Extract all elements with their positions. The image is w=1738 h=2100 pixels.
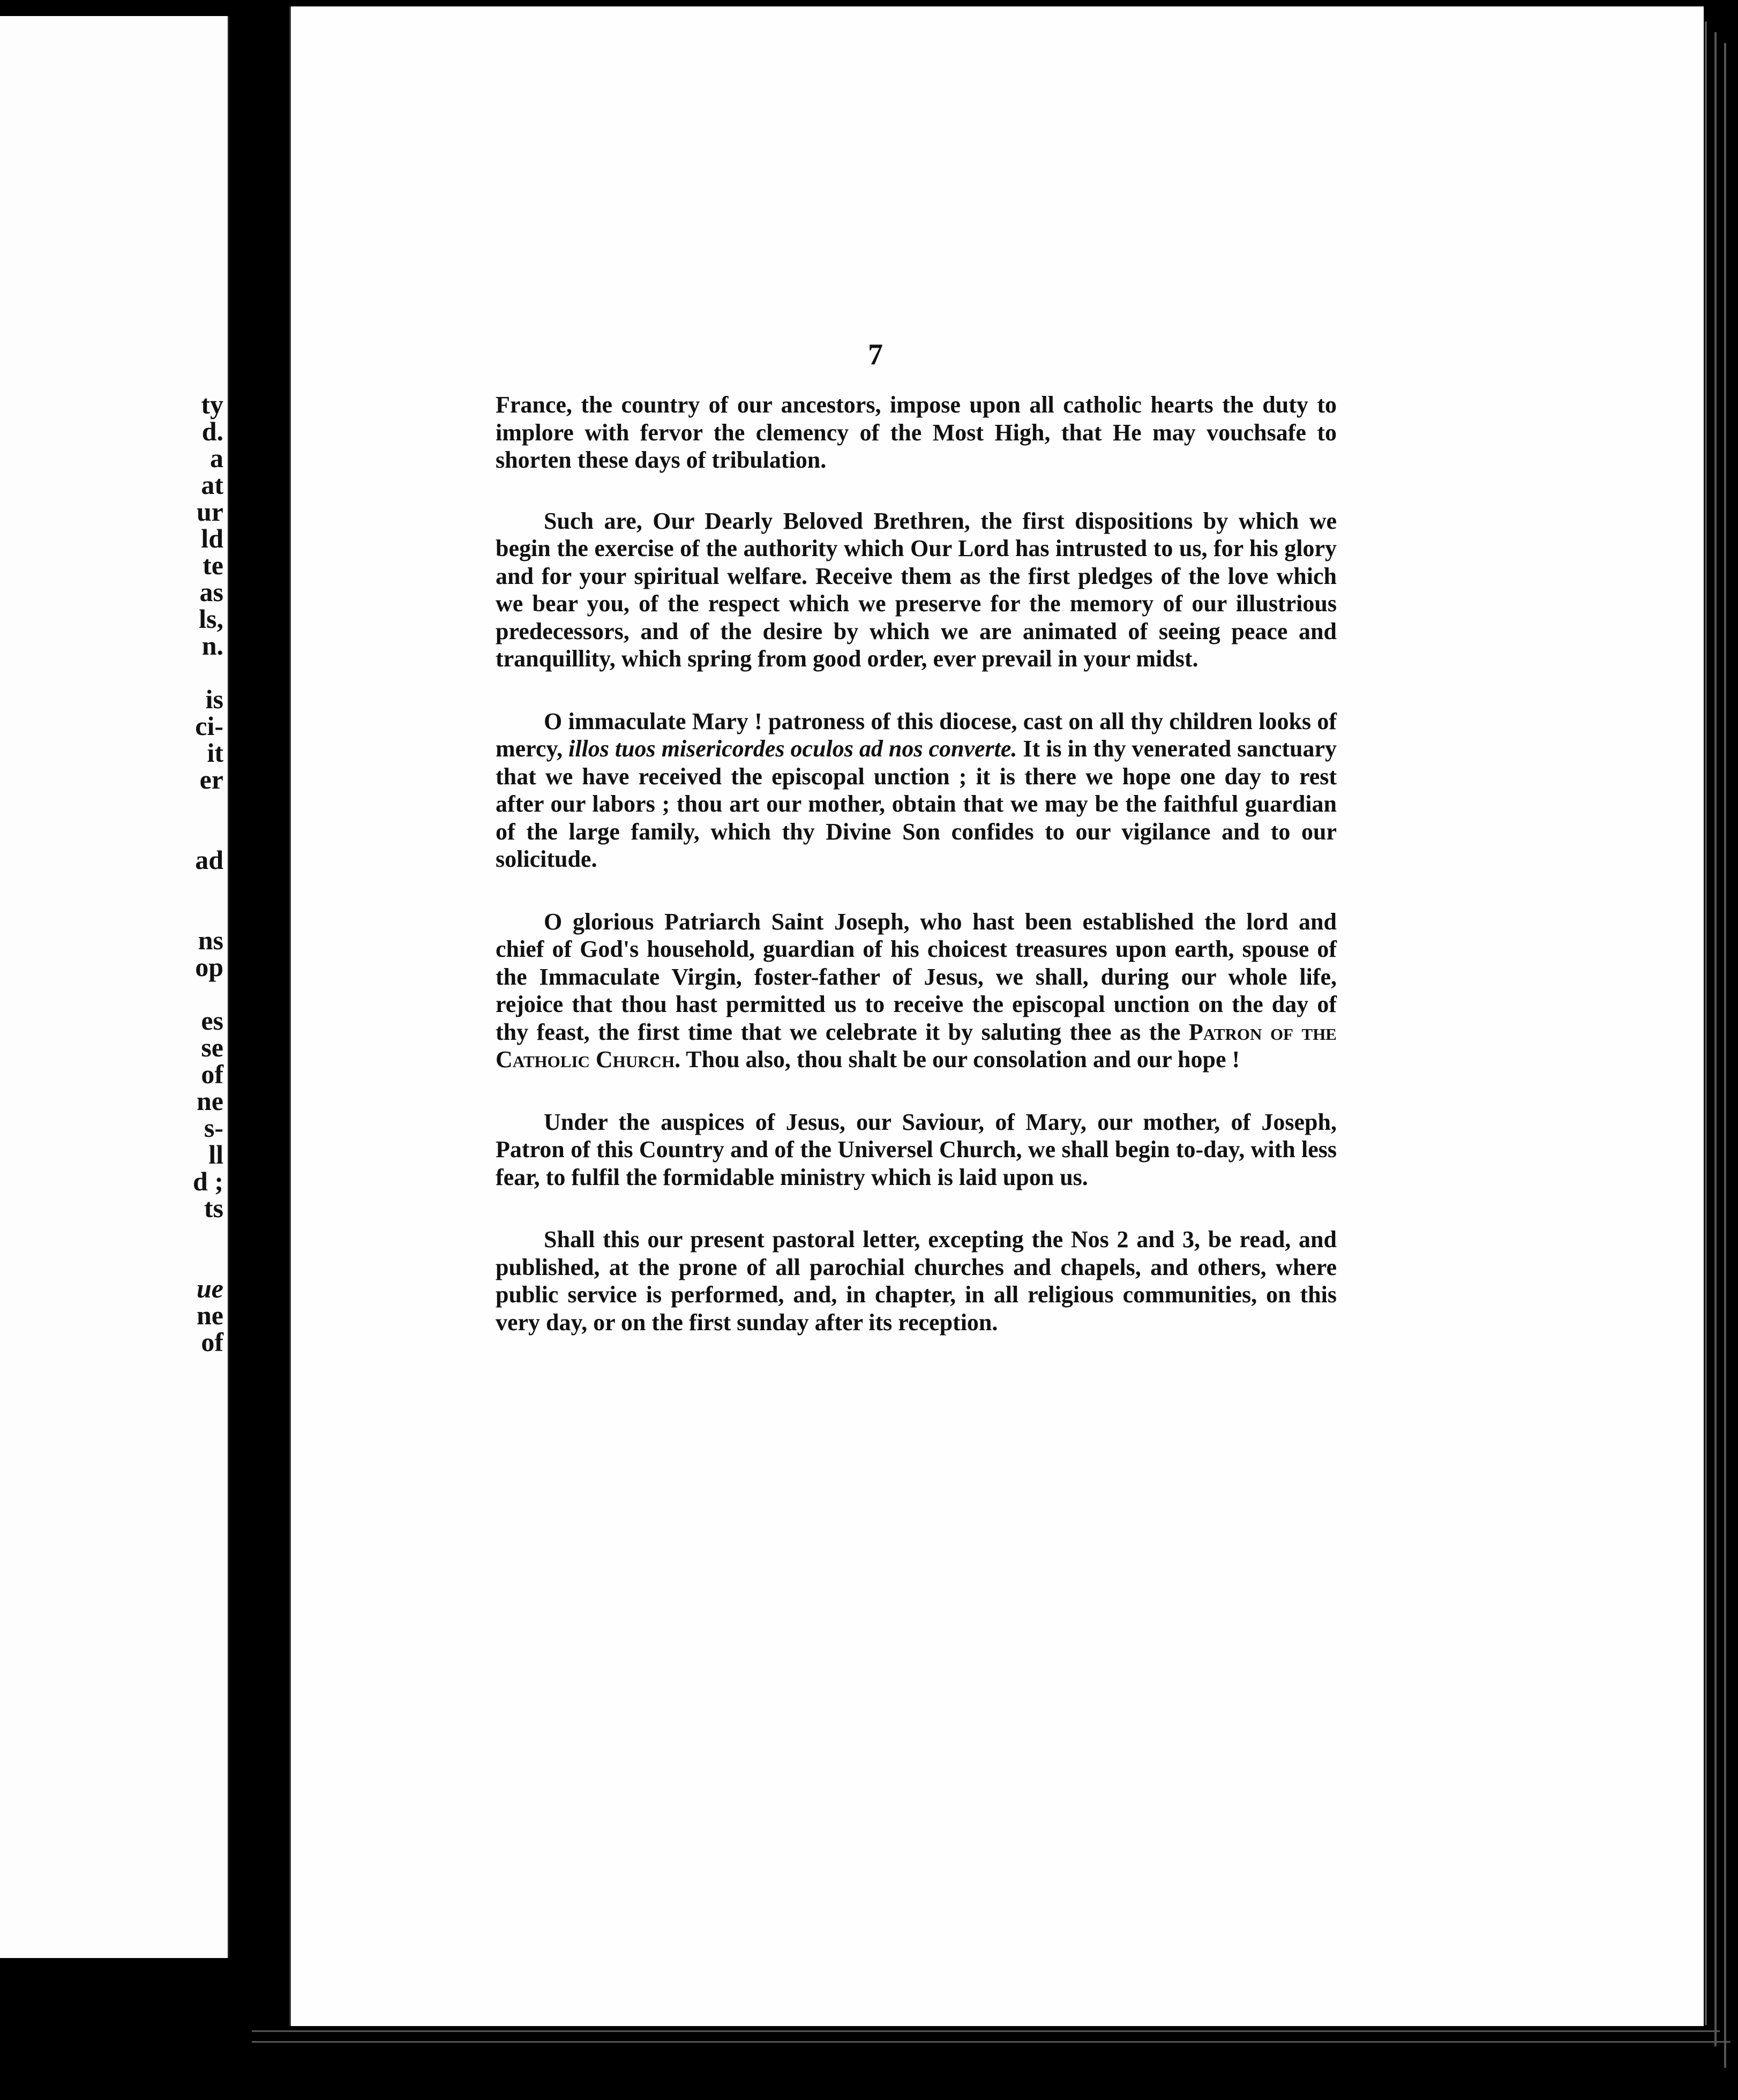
left-page (0, 16, 229, 1958)
left-fragment: ty (201, 389, 223, 419)
paragraph-continuation: France, the country of our ancestors, impose upon all catholic hearts the duty to implore with fervor the clemency of the Most High, that He may vouchsafe to shorten these days of tribulation. (496, 392, 1337, 473)
page-stack-edge (1724, 43, 1726, 2068)
left-fragment: ci- (195, 711, 223, 741)
left-fragment: a (210, 443, 223, 473)
left-fragment: es (201, 1006, 223, 1036)
latin-phrase: illos tuos misericordes oculos ad nos converte. (568, 736, 1017, 762)
left-fragment: d. (201, 416, 223, 446)
paragraph-text: . Thou also, thou shalt be our consolation and our hope ! (675, 1046, 1240, 1072)
small-caps-title: Patron of the Catholic Church (496, 1018, 1337, 1072)
left-fragment: se (201, 1032, 223, 1062)
paragraph-auspices: Under the auspices of Jesus, our Saviour, of Mary, our mother, of Joseph, Patron of this Country and of the Universel Church, we shall begin to-day, with less fear, to fulfil the formidable ministry which is laid upon us. (496, 1108, 1337, 1190)
left-fragment: ur (197, 497, 223, 527)
left-fragment: of (201, 1059, 223, 1089)
left-fragment: ld (201, 523, 223, 553)
page-bottom-edge (252, 2030, 1720, 2032)
left-fragment: is (205, 684, 223, 714)
left-fragment: d ; (193, 1166, 223, 1196)
paragraph-text: O immaculate Mary ! patroness of this diocese, cast on all thy children looks of mercy, (496, 708, 1337, 762)
page-stack-edge (1714, 32, 1717, 2046)
left-fragment: as (199, 577, 223, 607)
left-fragment: of (201, 1327, 223, 1357)
left-fragment: er (199, 764, 223, 794)
left-fragment: it (207, 738, 223, 768)
page-number: 7 (868, 338, 883, 371)
page-bottom-edge (252, 2041, 1730, 2043)
paragraph-joseph (496, 908, 1337, 1074)
page-stack-edge (1705, 21, 1707, 2025)
left-fragment: te (203, 550, 223, 580)
left-fragment: ad (195, 845, 223, 875)
paragraph-mary (496, 708, 1337, 873)
left-fragment: n. (201, 631, 223, 661)
left-fragment: ll (208, 1139, 223, 1169)
left-fragment: ne (197, 1086, 223, 1116)
paragraph-text: O glorious Patriarch Saint Joseph, who hast been established the lord and chief of God's household, guardian of his choicest treasures upon earth, spouse of the Immaculate Virgin, foster-father of Jesus, we shall, during our whole life, rejoice that thou hast permitted us to receive the episcopal unction on the day of thy feast, the first time that we celebrate it by saluting thee as the (496, 908, 1337, 1045)
left-fragment: ts (204, 1193, 223, 1223)
left-fragment: s- (204, 1113, 223, 1143)
paragraph-dispositions: Such are, Our Dearly Beloved Brethren, the first dispositions by which we begin the exercise of the authority which Our Lord has intrusted to us, for his glory and for your spiritual welfare. Receive them as the first pledges of the love which we bear you, of the respect which we preserve for the memory of our illustrious predecessors, and of the desire by which we are animated of seeing peace and tranquillity, which spring from good order, ever prevail in your midst. (496, 507, 1337, 672)
document-body (496, 391, 1337, 1371)
left-fragment: ne (197, 1300, 223, 1330)
left-fragment: ue (197, 1273, 223, 1303)
left-fragment: ns (198, 925, 223, 955)
left-fragment: ls, (199, 604, 223, 634)
paragraph-pastoral-letter: Shall this our present pastoral letter, excepting the Nos 2 and 3, be read, and published, at the prone of all parochial churches and chapels, and others, where public service is performed, and, in chapter, in all religious communities, on this very day, or on the first sunday after its reception. (496, 1226, 1337, 1336)
left-fragment: at (201, 470, 223, 500)
paragraph-text: It is in thy venerated sanctuary that we have received the episcopal unction ; it is there we hope one day to rest after our labors ; thou art our mother, obtain that we may be the faithful guardian of the large family, which thy Divine Son confides to our vigilance and to our solicitude. (496, 736, 1337, 872)
left-fragment: op (195, 952, 223, 982)
left-page-text-fragments (170, 391, 223, 1355)
